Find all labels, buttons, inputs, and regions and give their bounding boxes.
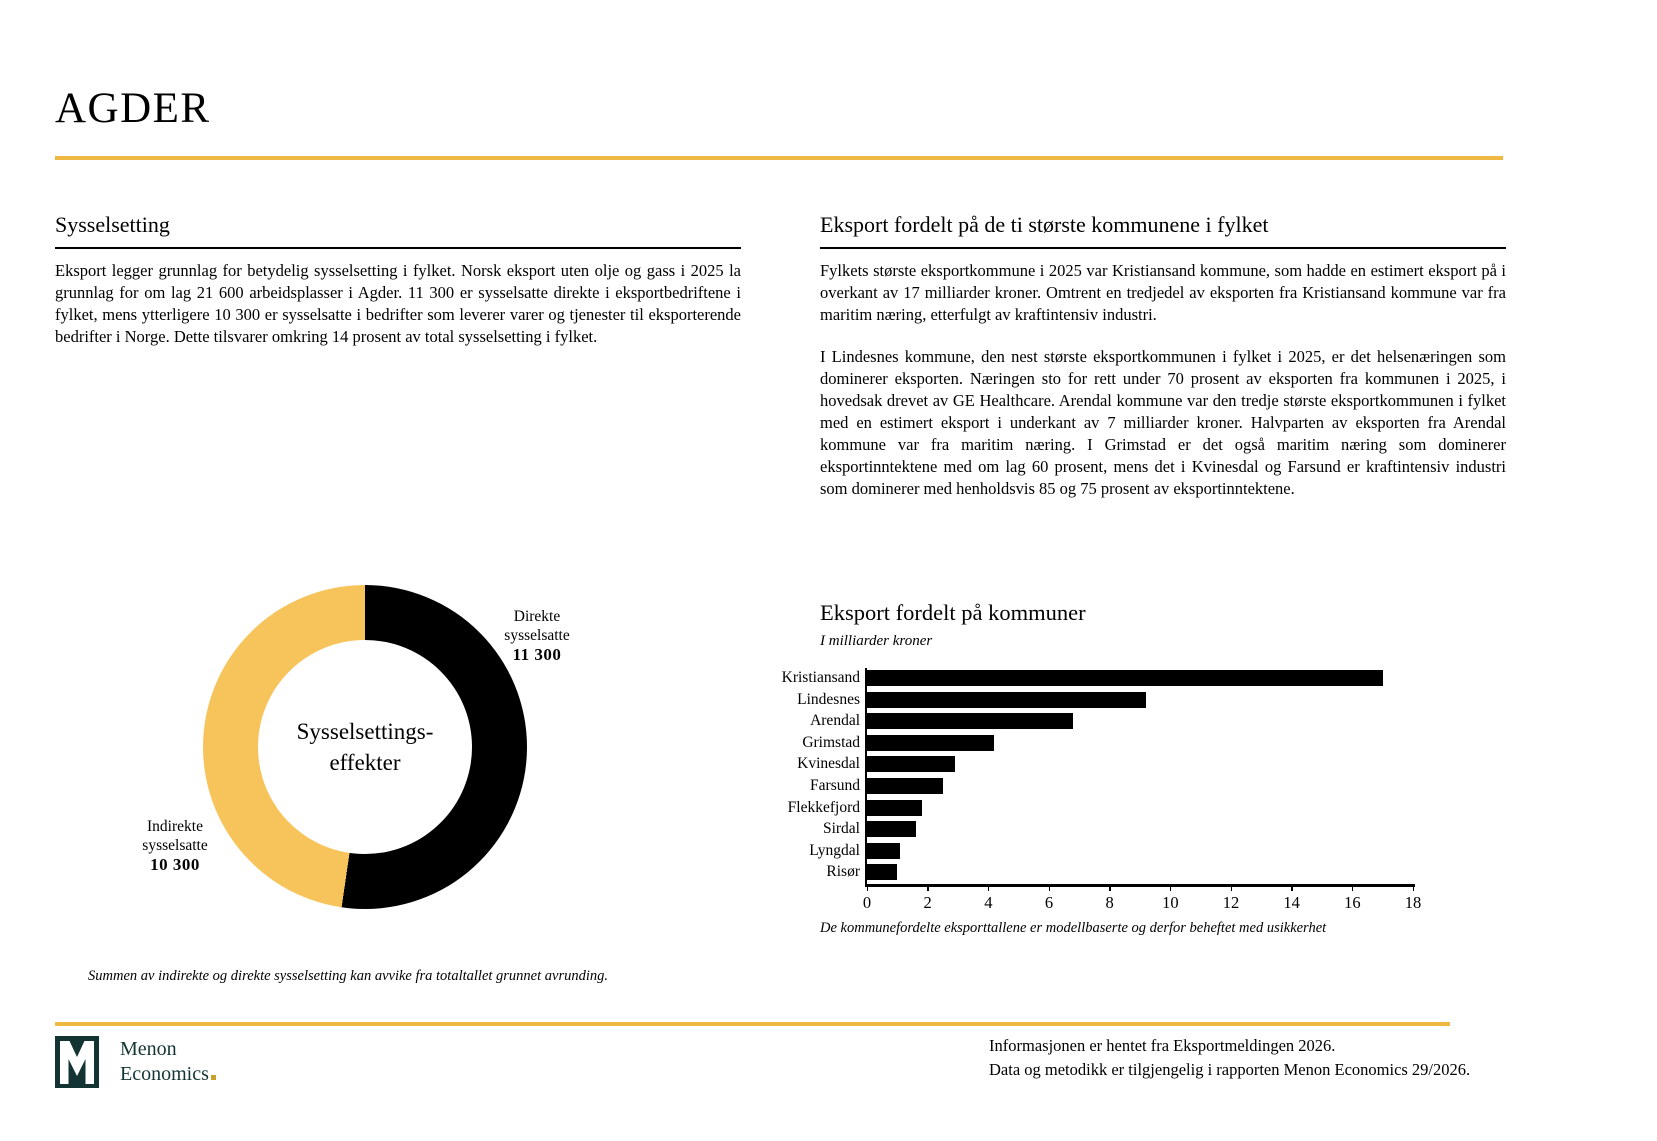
bar-chart-footnote: De kommunefordelte eksporttallene er modellbaserte og derfor beheftet med usikkerhet xyxy=(820,920,1327,936)
x-axis-tick xyxy=(1109,886,1111,891)
x-axis-tick xyxy=(988,886,990,891)
donut-center-line1: Sysselsettings- xyxy=(296,719,434,744)
donut-hole xyxy=(258,640,472,854)
x-axis-tick-label: 0 xyxy=(862,893,872,912)
bar-row xyxy=(822,820,1413,838)
bar-row xyxy=(810,712,1413,730)
x-axis-tick xyxy=(1413,886,1415,891)
bar-category-label: Risør xyxy=(826,863,860,881)
section-heading-sysselsetting: Sysselsetting xyxy=(55,212,741,249)
bar xyxy=(867,735,994,751)
x-axis-tick-label: 14 xyxy=(1283,893,1300,912)
x-axis-tick xyxy=(867,886,869,891)
donut-center-line2: effekter xyxy=(329,750,401,775)
bar xyxy=(867,778,943,794)
bar-chart-subtitle: I milliarder kroner xyxy=(820,633,933,649)
bar-category-label: Lyngdal xyxy=(809,841,860,859)
x-axis-tick-label: 12 xyxy=(1222,893,1240,912)
indirekte-line2: sysselsatte xyxy=(142,837,208,854)
x-axis-tick xyxy=(927,886,929,891)
bar-category-label: Kvinesdal xyxy=(797,755,860,773)
bar xyxy=(867,713,1073,729)
x-axis-tick xyxy=(1170,886,1172,891)
bar-row xyxy=(826,863,1413,881)
bar-category-label: Flekkefjord xyxy=(787,798,860,816)
x-axis-tick xyxy=(1291,886,1293,891)
direkte-value: 11 300 xyxy=(512,645,562,664)
bar xyxy=(867,843,900,859)
bar-row xyxy=(810,777,1413,794)
x-axis-tick-label: 2 xyxy=(923,893,932,912)
x-axis-tick xyxy=(1352,886,1354,891)
bar-chart-title: Eksport fordelt på kommuner xyxy=(820,600,1086,625)
logo-text-line1: Menon xyxy=(120,1038,177,1060)
bar-category-label: Lindesnes xyxy=(797,690,860,708)
bar xyxy=(867,864,897,880)
bar-category-label: Grimstad xyxy=(802,733,860,751)
bar xyxy=(867,756,955,772)
x-axis-tick xyxy=(1049,886,1051,891)
bar-chart-x-axis xyxy=(865,884,1415,887)
menon-logo-icon xyxy=(55,1036,99,1088)
eksport-paragraph-2: I Lindesnes kommune, den nest største eksportkommunen i fylket i 2025, er det helsenæringen som dominerer eksporten. Næringen sto for rett under 70 prosent av eksporten fra kommunen i 2025, i hovedsak drevet av GE Healthcare. Arendal kommune var den tredje største eksportkommunen i fylket med en estimert eksport i underkant av 7 milliarder kroner. Halvparten av eksporten fra Arendal kommune var fra maritim næring. I Grimstad er det også maritim næring som dominerer eksportinntektene med om lag 60 prosent, mens det i Kvinesdal og Farsund er kraftintensiv industri som dominerer med henholdsvis 85 og 75 prosent av eksportinntektene. xyxy=(820,347,1506,498)
x-axis-tick xyxy=(1231,886,1233,891)
menon-m-glyph xyxy=(55,1036,99,1088)
bar-category-label: Arendal xyxy=(810,712,860,730)
bar-row xyxy=(781,669,1413,686)
donut-center-label xyxy=(297,716,434,778)
footer-divider-rule xyxy=(55,1022,1450,1026)
direkte-line2: sysselsatte xyxy=(504,627,570,644)
bar-row xyxy=(809,841,1413,859)
bar xyxy=(867,692,1146,708)
footer-source-line2: Data og metodikk er tilgjengelig i rapporten Menon Economics 29/2026. xyxy=(989,1060,1471,1079)
x-axis-tick-label: 16 xyxy=(1344,893,1361,912)
bar xyxy=(867,800,922,816)
section-heading-eksport: Eksport fordelt på de ti største kommunene i fylket xyxy=(820,212,1506,249)
x-axis-tick-label: 18 xyxy=(1404,893,1422,912)
x-axis-tick-label: 4 xyxy=(984,893,993,912)
donut-label-indirekte xyxy=(100,817,250,875)
x-axis-tick-label: 8 xyxy=(1105,893,1114,912)
menon-logo-text xyxy=(120,1037,216,1087)
bar-row xyxy=(797,755,1413,773)
page-title: AGDER xyxy=(55,85,211,132)
bar xyxy=(867,670,1383,686)
bar-row xyxy=(787,798,1413,816)
direkte-line1: Direkte xyxy=(513,608,561,625)
bar-chart-plot xyxy=(781,668,1422,912)
donut-label-direkte xyxy=(462,607,612,665)
bar-category-label: Farsund xyxy=(810,777,860,794)
x-axis-tick-label: 6 xyxy=(1044,893,1054,912)
logo-text-line2: Economics xyxy=(120,1063,209,1085)
title-divider-rule xyxy=(55,156,1503,160)
sysselsetting-paragraph: Eksport legger grunnlag for betydelig sysselsetting i fylket. Norsk eksport uten olje og gass i 2025 la grunnlag for om lag 21 600 arbeidsplasser i Agder. 11 300 er sysselsatte direkte i eksportbedriftene i fylket, mens ytterligere 10 300 er sysselsatte i bedrifter som leverer varer og tjenester til eksporterende bedrifter i Norge. Dette tilsvarer omkring 14 prosent av total sysselsetting i fylket. xyxy=(55,261,741,346)
logo-gold-dot xyxy=(211,1075,216,1080)
eksport-paragraph-1: Fylkets største eksportkommune i 2025 var Kristiansand kommune, som hadde en estimert eksport på i overkant av 17 milliarder kroner. Omtrent en tredjedel av eksporten fra Kristiansand kommune var fra maritim næring, etterfulgt av kraftintensiv industri. xyxy=(820,261,1506,324)
x-axis-tick-label: 10 xyxy=(1162,893,1179,912)
indirekte-line1: Indirekte xyxy=(147,818,203,835)
indirekte-value: 10 300 xyxy=(150,855,200,874)
bar-row xyxy=(802,733,1413,751)
bar-row xyxy=(797,690,1413,708)
bar-category-label: Kristiansand xyxy=(781,669,860,686)
bar xyxy=(867,821,916,837)
footer-source-line1: Informasjonen er hentet fra Eksportmeldingen 2026. xyxy=(989,1036,1336,1055)
bar-category-label: Sirdal xyxy=(822,820,860,838)
donut-footnote: Summen av indirekte og direkte sysselsetting kan avvike fra totaltallet grunnet avrunding. xyxy=(88,968,609,984)
